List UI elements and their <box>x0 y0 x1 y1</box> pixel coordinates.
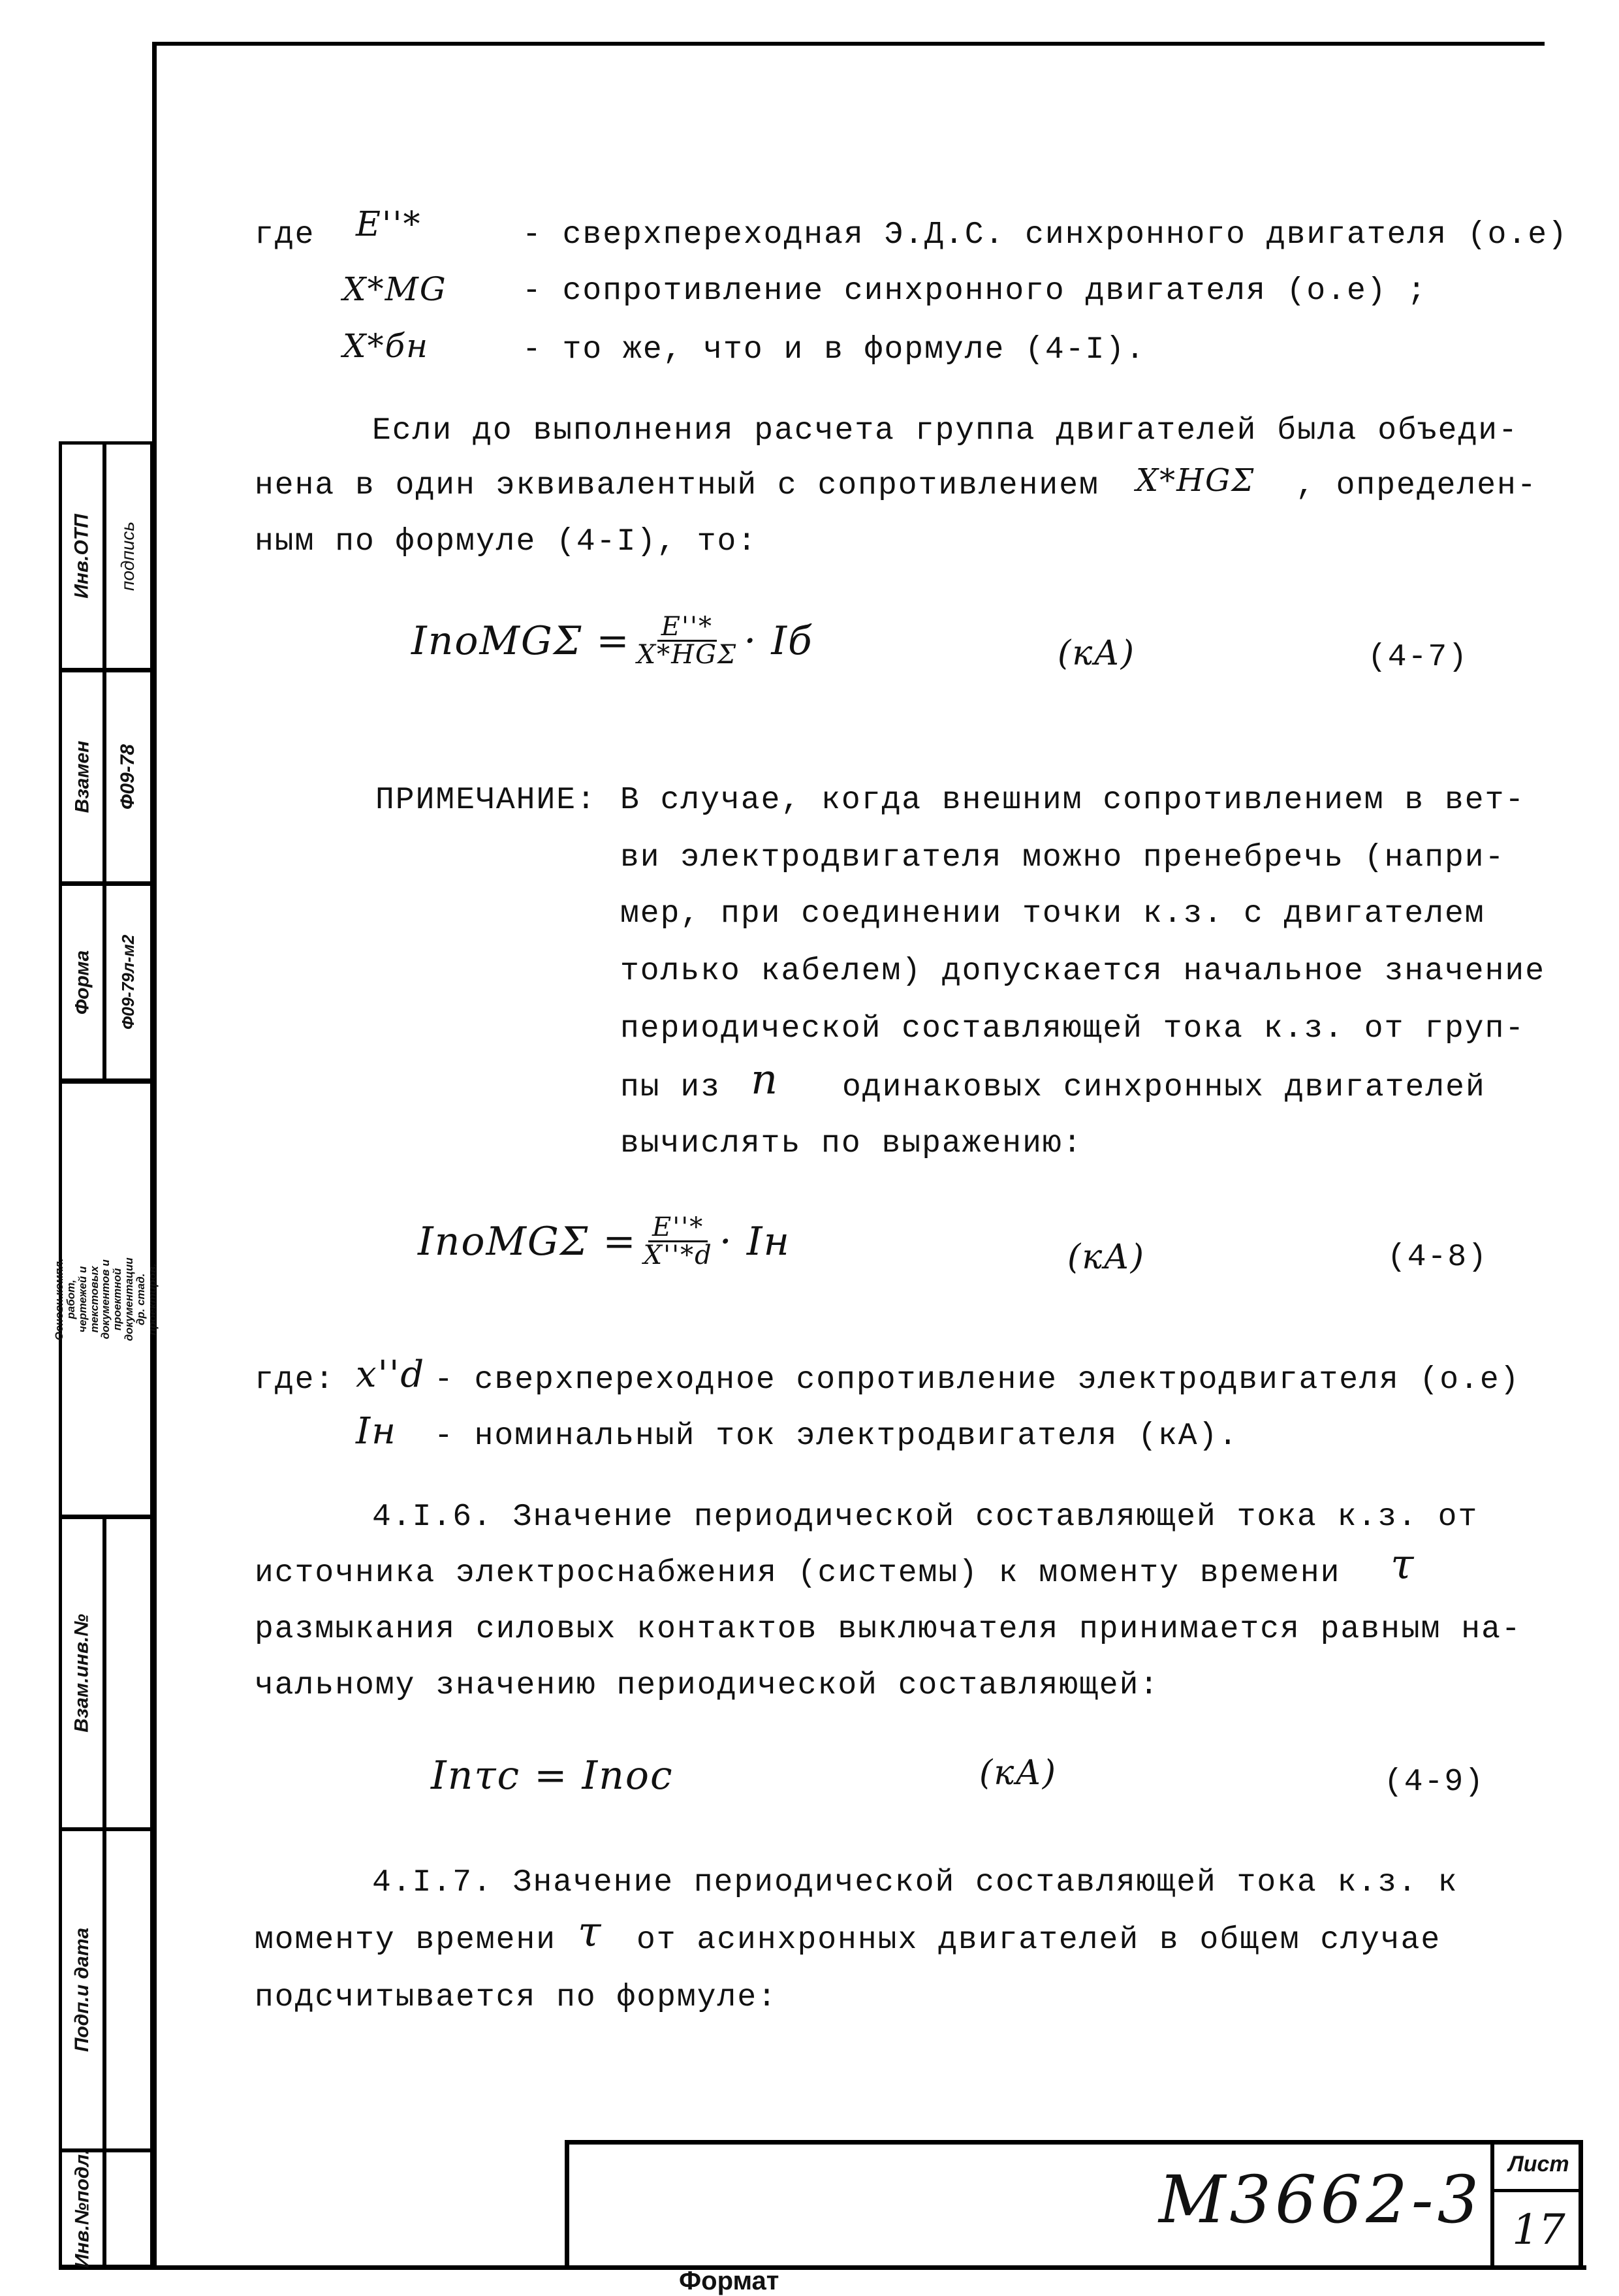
def-line: - сверхпереходное сопротивление электродвигателя (о.е) <box>434 1362 1520 1398</box>
formula-fraction <box>644 1214 713 1268</box>
format-label: Формат <box>679 2267 779 2295</box>
formula-number: (4-7) <box>1368 640 1469 675</box>
symbol-x-mg: X*МG <box>343 270 447 308</box>
paragraph-line: , определен- <box>1296 468 1537 503</box>
stamp-label-osnovn-kompl: Основн.компл. работ, чертежей и текстовых документов и проектной документации др. стад. проектиров. <box>59 1080 153 1518</box>
fraction-denominator: X''*d <box>643 1240 713 1270</box>
sheet-number-cell <box>1490 2192 1583 2268</box>
symbol-tau: τ <box>578 1908 603 1957</box>
stamp-label-inv-otp: Инв.ОТП <box>59 441 106 671</box>
formula-4-8 <box>418 1214 791 1268</box>
where-label: где: <box>255 1362 336 1398</box>
sheet-label: Лист <box>1508 2152 1569 2177</box>
stamp-label-podp-data: Подп.и дата <box>59 1828 106 2152</box>
note-line: вычислять по выражению: <box>620 1126 1083 1161</box>
formula-factor: · Iб <box>744 618 813 664</box>
formula-fraction <box>637 614 738 668</box>
symbol-x-bn: X*бн <box>343 327 430 365</box>
note-label: ПРИМЕЧАНИЕ: <box>375 783 597 818</box>
note-line: пы из <box>620 1070 721 1105</box>
sheet-number: 17 <box>1512 2206 1565 2254</box>
def-line: - сверхпереходная Э.Д.С. синхронного двигателя (о.е) <box>522 217 1568 253</box>
symbol-e-double-prime: E''* <box>356 205 422 244</box>
formula-lhs: IпоMGΣ = <box>411 618 631 664</box>
paragraph-line: моменту времени <box>255 1923 557 1958</box>
formula-number: (4-8) <box>1387 1240 1488 1275</box>
note-line: ви электродвигателя можно пренебречь (напри- <box>620 840 1505 875</box>
paragraph-line: Если до выполнения расчета группа двигателей была объеди- <box>372 413 1518 448</box>
stamp-label-vzamen: Взамен <box>59 669 106 885</box>
where-label: где <box>255 217 315 253</box>
fraction-numerator: E''* <box>657 614 717 642</box>
paragraph-line: от асинхронных двигателей в общем случае <box>637 1923 1441 1958</box>
stamp-signature: подпись <box>103 441 153 671</box>
sheet-label-cell <box>1490 2140 1583 2192</box>
paragraph-line: 4.I.6. Значение периодической составляющей тока к.з. от <box>372 1500 1479 1535</box>
symbol-x-d-double-prime: x''d <box>356 1353 426 1396</box>
note-line: мер, при соединении точки к.з. с двигателем <box>620 896 1485 932</box>
formula-unit: (кА) <box>979 1753 1058 1793</box>
symbol-x-ngsigma: X*НGΣ <box>1136 462 1255 499</box>
paragraph-line: 4.I.7. Значение периодической составляющей тока к.з. к <box>372 1865 1458 1900</box>
stamp-value-cell <box>103 1516 153 1831</box>
fraction-numerator: E''* <box>648 1214 708 1242</box>
def-line: - то же, что и в формуле (4-I). <box>522 332 1146 368</box>
formula-number: (4-9) <box>1384 1765 1485 1800</box>
stamp-label-vzam-inv: Взам.инв.№ <box>59 1516 106 1831</box>
stamp-value-cell <box>103 1828 153 2152</box>
note-line: только кабелем) допускается начальное значение <box>620 954 1546 989</box>
note-line: периодической составляющей тока к.з. от груп- <box>620 1011 1526 1046</box>
stamp-value-forma: Ф09-79л-м2 <box>103 883 153 1082</box>
paragraph-line: источника электроснабжения (системы) к моменту времени <box>255 1556 1341 1591</box>
frame-top-line <box>154 42 1545 46</box>
fraction-denominator: X*НGΣ <box>637 640 738 670</box>
symbol-n: n <box>751 1056 779 1104</box>
symbol-i-n: Iн <box>356 1410 398 1453</box>
def-line: - номинальный ток электродвигателя (кА). <box>434 1419 1239 1454</box>
paragraph-line: нена в один эквивалентный с сопротивлением <box>255 468 1099 503</box>
paragraph-line: размыкания силовых контактов выключателя принимается равным на- <box>255 1612 1522 1647</box>
formula-unit: (кА) <box>1058 634 1136 673</box>
stamp-value-vzamen: Ф09-78 <box>103 669 153 885</box>
document-code: М3662-3 <box>1159 2162 1483 2238</box>
stamp-label-inv-podl: Инв.№подл. <box>59 2149 106 2268</box>
symbol-tau: τ <box>1391 1541 1415 1589</box>
formula-4-7 <box>411 614 813 668</box>
note-line: В случае, когда внешним сопротивлением в вет- <box>620 783 1526 818</box>
formula-lhs: IпоMGΣ = <box>418 1218 637 1265</box>
paragraph-line: подсчитывается по формуле: <box>255 1980 778 2015</box>
stamp-label-forma: Форма <box>59 883 106 1082</box>
formula-4-9: Iпτс = Iпос <box>431 1753 674 1799</box>
note-line: одинаковых синхронных двигателей <box>842 1070 1486 1105</box>
formula-unit: (кА) <box>1067 1238 1146 1277</box>
paragraph-line: чальному значению периодической составляющей: <box>255 1668 1160 1703</box>
def-line: - сопротивление синхронного двигателя (о.е) ; <box>522 274 1428 309</box>
stamp-value-cell <box>103 2149 153 2268</box>
paragraph-line: ным по формуле (4-I), то: <box>255 524 758 559</box>
formula-factor: · Iн <box>719 1218 791 1265</box>
